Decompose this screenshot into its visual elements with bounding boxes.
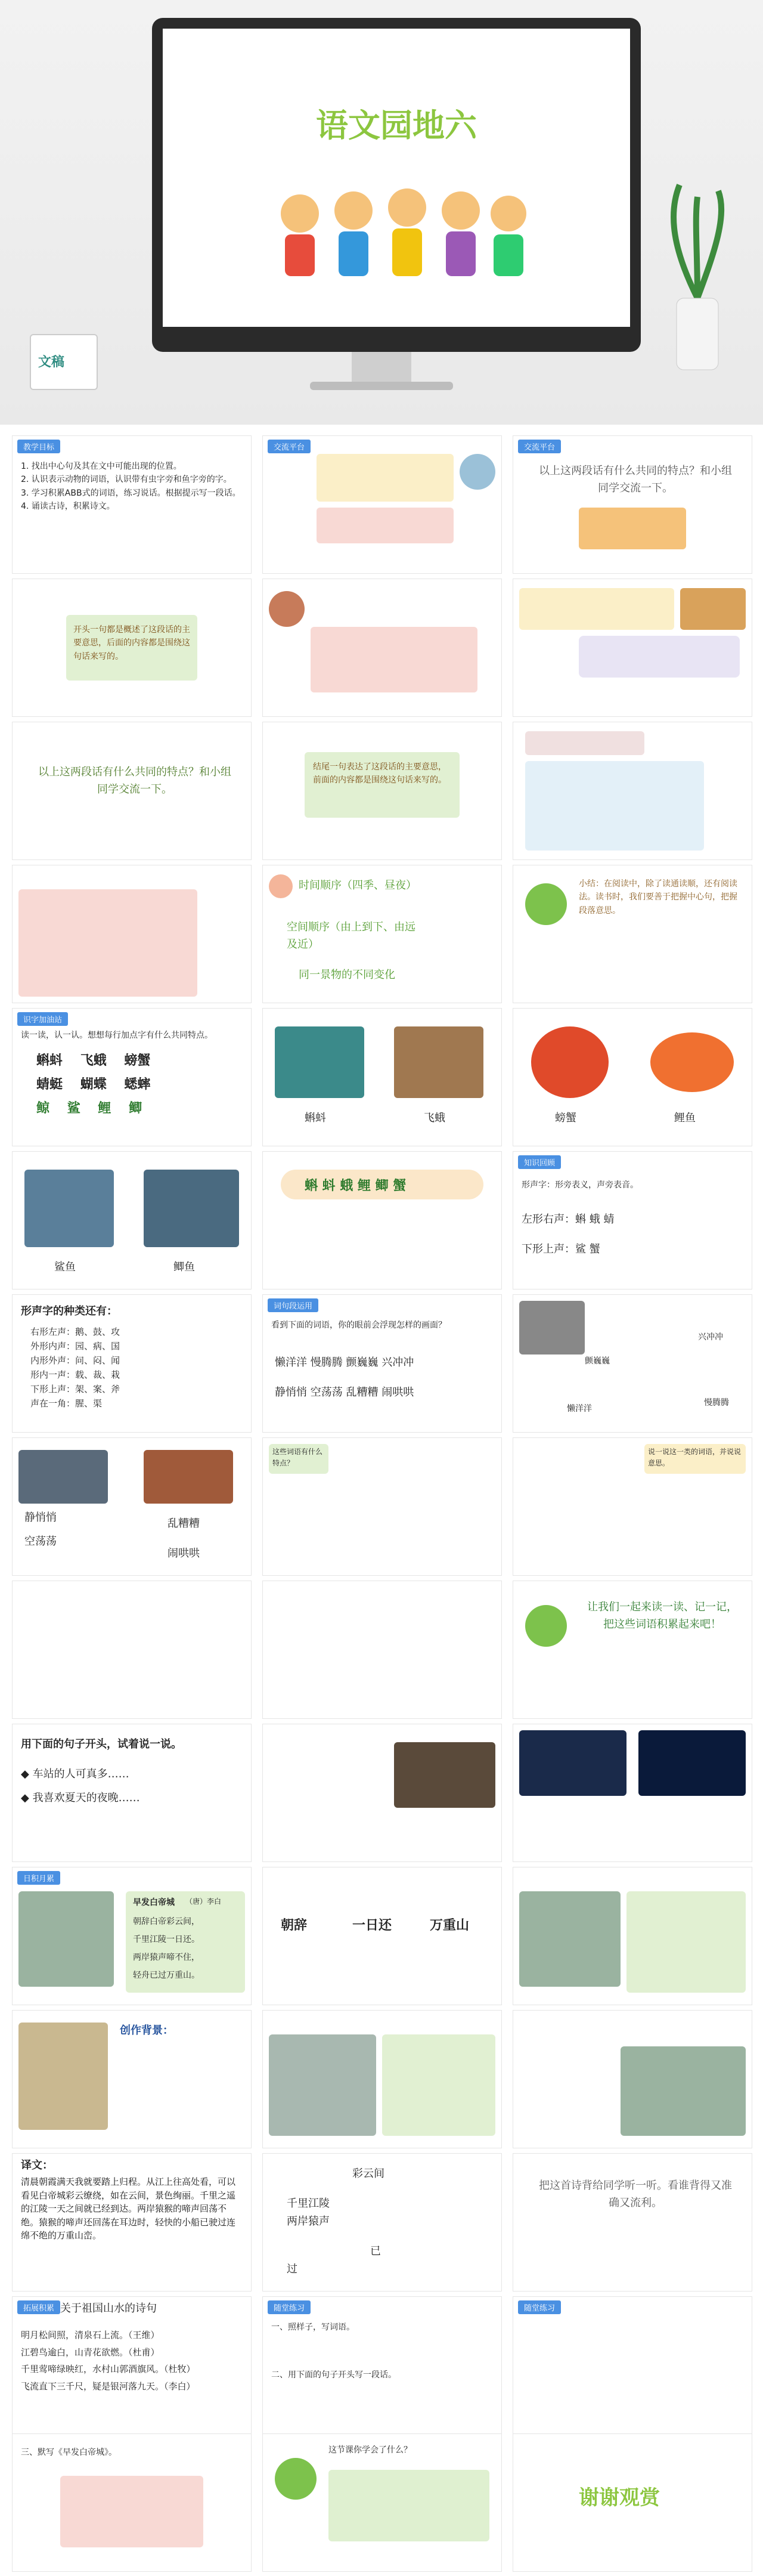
word: 闹哄哄: [382, 1386, 414, 1399]
slide-summary-2: [262, 722, 502, 860]
char-word: 鲤: [98, 1101, 111, 1116]
slide-accumulate: [513, 1581, 752, 1719]
background-title: 创作背景：: [120, 2024, 173, 2037]
night-photo: [519, 1730, 626, 1796]
question-panel: [269, 1444, 328, 1474]
poem-panel: [60, 2476, 203, 2547]
tadpole-photo: [275, 1026, 364, 1098]
slide-poem-4: [513, 2010, 752, 2148]
summary-panel: [66, 615, 197, 681]
char-word: 飞蛾: [80, 1053, 107, 1068]
char-row: [36, 1098, 239, 1119]
slide-background: [12, 2010, 252, 2148]
slide-header: 交流平台: [268, 440, 311, 453]
char-word: 蝌蚪: [36, 1053, 63, 1068]
slide-header: 随堂练习: [518, 2300, 561, 2314]
order-item: 空间顺序（由上到下、由远及近）: [287, 921, 415, 951]
page-title: 语文园地六: [316, 107, 477, 144]
students-illustration: [579, 508, 686, 549]
slide-extension: [12, 2296, 252, 2435]
carp-illustration: [650, 1032, 734, 1092]
slide-exchange-2: [513, 435, 752, 574]
word: 颤巍巍: [346, 1356, 379, 1369]
speak-item: ◆ 我喜欢夏天的夜晚……: [21, 1792, 140, 1804]
poem-author: （唐）李白: [185, 1897, 222, 1906]
review-line: 形声字：形旁表义，声旁表音。: [522, 1180, 638, 1190]
word: 慢腾腾: [310, 1356, 343, 1369]
poem-line: 千里江陵一日还。: [133, 1935, 200, 1944]
char-word: 鲸: [36, 1101, 50, 1116]
speak-title: 用下面的句子开头，试着说一说。: [21, 1738, 182, 1751]
monitor: [152, 18, 641, 352]
word-label: 懒洋洋: [567, 1404, 592, 1414]
thanks-text: 谢谢观赏: [579, 2486, 660, 2510]
slide-exchange-1: [262, 435, 502, 574]
slide-night: [513, 1724, 752, 1862]
speak-text: 我喜欢夏天的夜晚……: [32, 1792, 140, 1804]
slide-paragraph: [12, 865, 252, 1003]
question-text: 以上这两段话有什么共同的特点？和小组同学交流一下。: [38, 766, 231, 796]
slide-summary: [262, 2433, 502, 2572]
plant-illustration: [662, 179, 733, 376]
slide-goals: [12, 435, 252, 574]
slide-header: 词句段运用: [268, 1298, 318, 1312]
phonetic-line: 下形上声：架、案、斧: [30, 1384, 120, 1394]
slide-review: [513, 1151, 752, 1289]
word: 乱糟糟: [346, 1386, 379, 1399]
slide-literacy: [12, 1008, 252, 1146]
slide-header: 识字加油站: [17, 1012, 68, 1026]
slide-feature-2: [513, 1437, 752, 1576]
slide-exercise-1: [262, 2296, 502, 2435]
slide-header: 拓展积累: [17, 2300, 60, 2314]
slide-crowd: [262, 1724, 502, 1862]
slide-words-pics-2: [12, 1437, 252, 1576]
word-label: 闹哄哄: [168, 1547, 200, 1560]
phonetic-line: 外形内声：园、病、国: [30, 1341, 120, 1352]
slide-exercise-2: [513, 2296, 752, 2435]
goal-item: 1. 找出中心句及其在文中可能出现的位置。: [21, 462, 182, 471]
banner: [0, 0, 763, 425]
goals-list: [21, 460, 241, 514]
order-item: 同一景物的不同变化: [299, 969, 395, 981]
word: 兴冲冲: [382, 1356, 414, 1369]
monitor-stand: [352, 352, 411, 382]
word: 懒洋洋: [275, 1356, 307, 1369]
slide-header: 交流平台: [518, 440, 561, 453]
extension-line: 千里莺啼绿映红，水村山郭酒旗风。（杜牧）: [21, 2364, 196, 2374]
summary-question: 这节课你学会了什么？: [328, 2445, 412, 2455]
word: 空荡荡: [310, 1386, 343, 1399]
text-panel: [317, 508, 454, 543]
photo: [18, 1450, 108, 1504]
slide-animals-2: [513, 1008, 752, 1146]
fill-word: 两岸猿声: [287, 2215, 330, 2228]
word-label: 颤巍巍: [585, 1356, 610, 1366]
accumulate-text: 让我们一起来读一读、记一记，把这些词语积累起来吧！: [587, 1601, 737, 1631]
slide-animals-3: [12, 1151, 252, 1289]
slide-phonetic: [12, 1294, 252, 1433]
slide-poem-words: [262, 1867, 502, 2005]
poem-panel: [626, 1891, 746, 1993]
slide-word-grid: [262, 1581, 502, 1719]
word-row: [275, 1355, 495, 1372]
slide-speak: [12, 1724, 252, 1862]
photo: [519, 1301, 585, 1355]
text-panel: [525, 731, 644, 755]
extension-line: 明月松间照，清泉石上流。（王维）: [21, 2330, 160, 2340]
slide-reading-2: [513, 579, 752, 717]
question-text: 说一说这一类的词语，并说说意思。: [648, 1448, 742, 1468]
fill-word: 过: [287, 2263, 297, 2275]
animal-label: 鲨鱼: [54, 1261, 76, 1273]
shark-illustration: [24, 1170, 114, 1247]
char-row: [36, 1050, 239, 1071]
slide-poem-1: [12, 1867, 252, 2005]
summary-panel: [305, 752, 460, 818]
moth-photo: [394, 1026, 483, 1098]
poem-line: 两岸猿声啼不住，: [133, 1953, 200, 1962]
word-label: 慢腾腾: [704, 1398, 729, 1408]
slide-thanks: [513, 2433, 752, 2572]
crucian-photo: [144, 1170, 239, 1247]
summary-text: 结尾一句表达了这段话的主要意思，前面的内容都是围绕这句话来写的。: [313, 762, 446, 786]
word-label: 静悄悄: [24, 1511, 57, 1524]
poem-title: 早发白帝城: [133, 1898, 175, 1907]
kid-icon: [269, 874, 293, 898]
logo-text: 文稿: [38, 355, 65, 370]
word-label: 兴冲冲: [698, 1332, 723, 1342]
slide-header: 教学目标: [17, 440, 60, 453]
goal-item: 2. 认识表示动物的词语，认识带有虫字旁和鱼字旁的字。: [21, 475, 232, 485]
recite-text: 把这首诗背给同学听一听。看谁背得又准确又流利。: [539, 2179, 732, 2209]
fill-word: 彩云间: [352, 2167, 384, 2180]
tip-text: 小结：在阅读中，除了读通读顺，还有阅读法。读书时，我们要善于把握中心句，把握段落意思。: [579, 879, 737, 916]
kids-illustration: [264, 178, 532, 297]
slide-word-bank: [12, 1581, 252, 1719]
poem-panel: [382, 2034, 495, 2136]
mountain-illustration: [621, 2046, 746, 2136]
order-item: 时间顺序（四季、昼夜）: [299, 879, 417, 892]
review-line: 下形上声：鲨 蟹: [522, 1243, 600, 1255]
char-row: [36, 1074, 239, 1095]
poem-word: 朝辞: [281, 1918, 308, 1933]
lightbulb-icon: [275, 2458, 317, 2500]
slide-recite: [513, 2153, 752, 2292]
monitor-screen: [163, 29, 630, 327]
slide-exercise-3: [12, 2433, 252, 2572]
slide-order: [262, 865, 502, 1003]
photo: [144, 1450, 233, 1504]
exercise-item: 二、用下面的句子开头写一段话。: [271, 2370, 396, 2380]
exercise-item: 一、照样子，写词语。: [271, 2323, 355, 2332]
slide-words-pics: [513, 1294, 752, 1433]
char-word: 螃蟹: [124, 1053, 151, 1068]
poem-word: 万重山: [430, 1918, 470, 1933]
slide-animals-1: [262, 1008, 502, 1146]
translation-text: 清晨朝霞满天我就要踏上归程。从江上往高处看，可以看见白帝城彩云缭绕，如在云间，景色绚丽。千里之遥的江陵一天之间就已经到达。两岸猿猴的啼声回荡不绝。猿猴的啼声还回荡在耳边时，轻快的小船已驶过连绵不绝的万重山峦。: [21, 2176, 236, 2241]
extension-title: 关于祖国山水的诗句: [60, 2302, 157, 2315]
extension-line: 江碧鸟逾白，山青花欲燃。（杜甫）: [21, 2346, 160, 2358]
slide-words: [262, 1294, 502, 1433]
char-word: 蝴蝶: [80, 1077, 107, 1092]
text-panel: [519, 588, 674, 630]
exercise-item: 三、默写《早发白帝城》。: [21, 2448, 117, 2457]
review-line: 左形右声：蝌 蛾 蜻: [522, 1213, 615, 1226]
painting: [18, 2023, 108, 2130]
slide-fill: [262, 2153, 502, 2292]
intro-text: 读一读，认一认。想想每行加点字有什么共同特点。: [21, 1031, 213, 1040]
question-panel: [644, 1444, 746, 1474]
bird-illustration: [680, 588, 746, 630]
phonetic-title: 形声字的种类还有：: [21, 1305, 117, 1318]
summary-text: 开头一句都是概述了这段话的主要意思，后面的内容都是围绕这句话来写的。: [73, 625, 190, 661]
word-label: 乱糟糟: [168, 1517, 200, 1530]
slide-summary-1: [12, 579, 252, 717]
summary-list: [328, 2470, 489, 2541]
slide-header: 知识回顾: [518, 1155, 561, 1169]
extension-line: 飞流直下三千尺，疑是银河落九天。（李白）: [21, 2380, 196, 2392]
stars-photo: [638, 1730, 746, 1796]
poem-panel: [126, 1891, 245, 1993]
translation-title: 译文：: [21, 2159, 53, 2172]
char-word: 蟋蟀: [124, 1077, 151, 1092]
crowd-photo: [394, 1742, 495, 1808]
bird-icon: [269, 591, 305, 627]
animal-label: 鲫鱼: [173, 1261, 195, 1273]
logo-calendar: [30, 334, 98, 390]
fill-word: 千里江陵: [287, 2197, 330, 2210]
lightbulb-icon: [525, 883, 567, 925]
question-text: 以上这两段话有什么共同的特点？和小组同学交流一下。: [539, 465, 732, 494]
word: 静悄悄: [275, 1386, 307, 1399]
text-panel: [317, 454, 454, 502]
slide-chars: [262, 1151, 502, 1289]
mountain-illustration: [519, 1891, 621, 1987]
extension-list: [21, 2327, 247, 2395]
slide-translation: [12, 2153, 252, 2292]
animal-label: 飞蛾: [424, 1112, 445, 1124]
phonetic-line: 形内一声：载、裁、栽: [30, 1369, 120, 1380]
slide-list: [513, 722, 752, 860]
fill-word: 已: [370, 2245, 381, 2258]
bird-icon: [460, 454, 495, 490]
speak-item: ◆ 车站的人可真多……: [21, 1768, 129, 1780]
animal-label: 螃蟹: [555, 1112, 576, 1124]
poem-line: 朝辞白帝彩云间，: [133, 1917, 200, 1926]
animal-label: 蝌蚪: [305, 1112, 326, 1124]
slide-poem-3: [262, 2010, 502, 2148]
char-word: 蜻蜓: [36, 1077, 63, 1092]
paragraph-panel: [18, 889, 197, 997]
slide-question: [12, 722, 252, 860]
phonetic-line: 内形外声：问、闷、闻: [30, 1355, 120, 1366]
text-panel: [579, 636, 740, 678]
text-panel: [311, 627, 477, 692]
crab-illustration: [531, 1026, 609, 1098]
slide-poem-2: [513, 1867, 752, 2005]
slide-reading-1: [262, 579, 502, 717]
slide-tip: [513, 865, 752, 1003]
text-panel: [525, 761, 704, 851]
slide-header: 日积月累: [17, 1871, 60, 1885]
speak-text: 车站的人可真多……: [32, 1768, 129, 1780]
char-word: 鲨: [67, 1101, 80, 1116]
phonetic-list: [30, 1325, 162, 1411]
poem-word: 一日还: [352, 1918, 392, 1933]
goal-item: 4. 诵读古诗，积累诗文。: [21, 502, 115, 512]
word-label: 空荡荡: [24, 1535, 57, 1548]
monitor-base: [310, 382, 453, 390]
goal-item: 3. 学习积累ABB式的词语，练习说话。根据提示写一段话。: [21, 488, 241, 498]
phonetic-line: 声在一角：腥、渠: [30, 1398, 103, 1409]
phonetic-line: 右形左声：鹅、鼓、攻: [30, 1326, 120, 1337]
chars-text: 蝌 蚪 蛾 鲤 鲫 蟹: [305, 1179, 407, 1193]
question-text: 这些词语有什么特点？: [272, 1448, 323, 1468]
question-text: 看到下面的词语，你的眼前会浮现怎样的画面？: [271, 1321, 446, 1330]
slide-header: 随堂练习: [268, 2300, 311, 2314]
mountain-illustration: [269, 2034, 376, 2136]
mountain-illustration: [18, 1891, 114, 1987]
animal-label: 鲤鱼: [674, 1112, 696, 1124]
word-row: [275, 1384, 495, 1402]
lightbulb-icon: [525, 1605, 567, 1647]
char-word: 鲫: [129, 1101, 142, 1116]
poem-line: 轻舟已过万重山。: [133, 1971, 200, 1980]
chars-panel: [281, 1170, 483, 1199]
slide-feature: [262, 1437, 502, 1576]
